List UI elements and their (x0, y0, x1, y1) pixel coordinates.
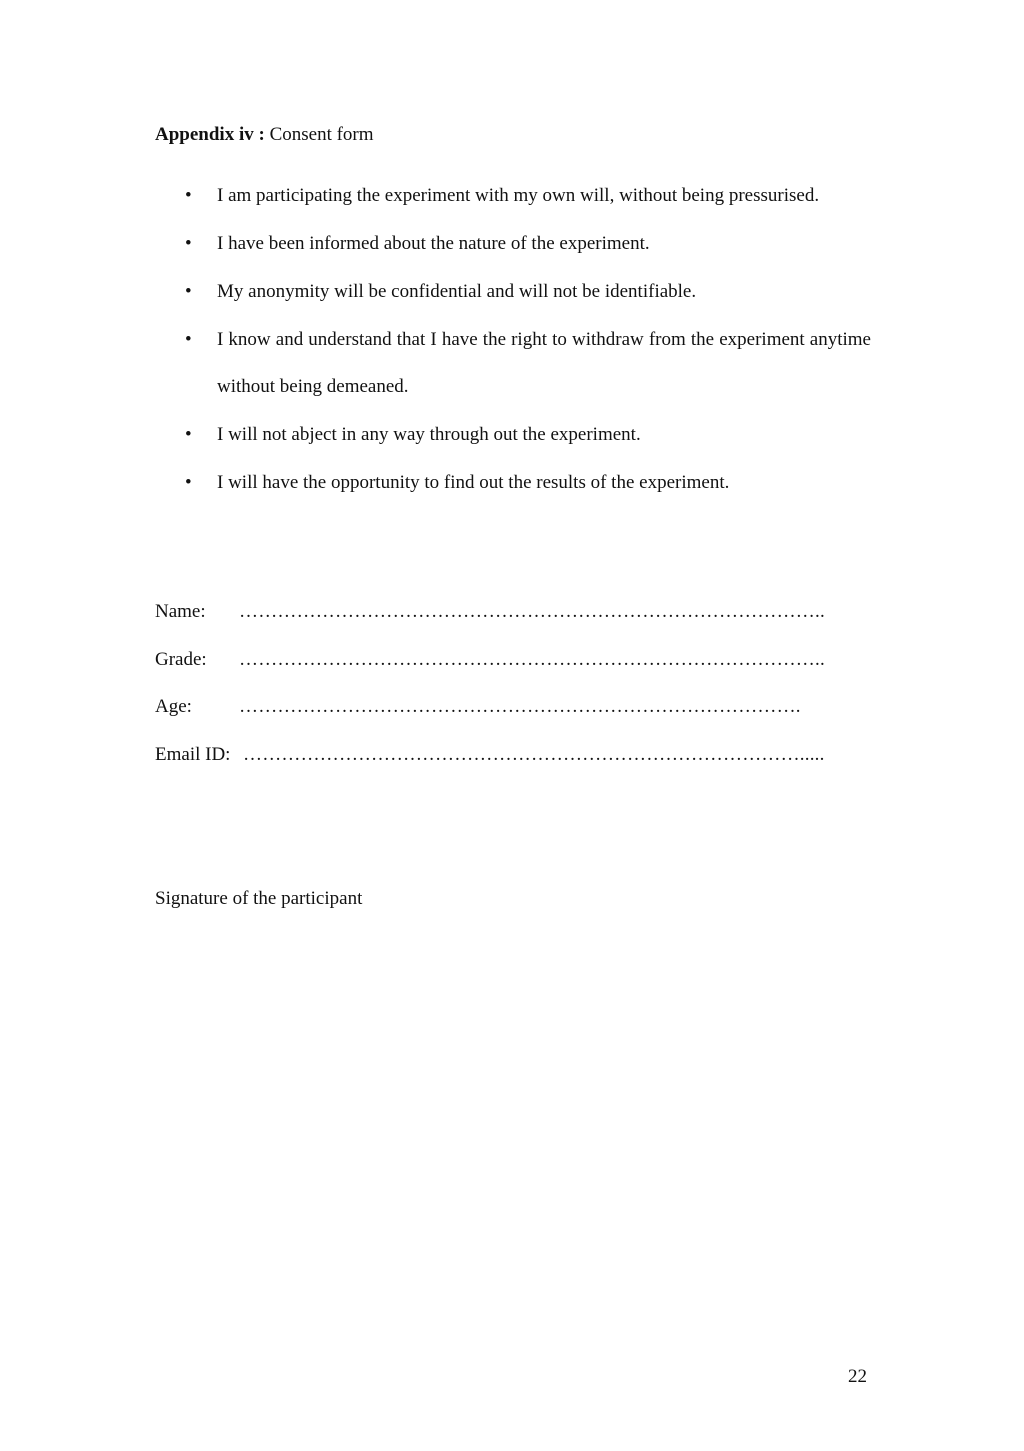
consent-statement-text: I have been informed about the nature of the experiment. (217, 233, 650, 254)
consent-statement-list (155, 172, 871, 507)
consent-statement (155, 316, 871, 410)
consent-statement (155, 411, 871, 458)
name-field (155, 600, 855, 648)
consent-statement-text: I know and understand that I have the right to withdraw from the experiment anytime without being demeaned. (217, 329, 871, 397)
bullet-icon: • (185, 281, 192, 302)
consent-statement-text: My anonymity will be confidential and will not be identifiable. (217, 281, 697, 302)
name-label: Name: (155, 601, 206, 622)
page-number: 22 (848, 1366, 867, 1387)
bullet-icon: • (185, 472, 192, 493)
email-blank-line: ……………………………………………………………………………..... (243, 743, 825, 765)
grade-field (155, 648, 855, 696)
participant-details (155, 600, 855, 790)
name-blank-line: ……………………………………………………………………………….. (239, 601, 825, 622)
consent-statement (155, 220, 871, 267)
signature-label: Signature of the participant (155, 888, 363, 909)
grade-blank-line: ……………………………………………………………………………….. (239, 648, 825, 670)
consent-statement-text: I will not abject in any way through out the experiment. (217, 424, 641, 445)
heading-title: Consent form (264, 124, 374, 145)
consent-statement (155, 459, 871, 506)
grade-label: Grade: (155, 648, 207, 670)
bullet-icon: • (185, 185, 192, 206)
email-label: Email ID: (155, 743, 231, 765)
consent-statement (155, 172, 871, 219)
consent-statement-text: I will have the opportunity to find out the results of the experiment. (217, 472, 730, 493)
bullet-icon: • (185, 424, 192, 445)
bullet-icon: • (185, 233, 192, 254)
consent-statement-text: I am participating the experiment with my own will, without being pressurised. (217, 185, 820, 206)
age-label: Age: (155, 696, 192, 717)
age-field (155, 695, 855, 743)
heading-appendix-label: Appendix iv : (155, 124, 265, 145)
age-blank-line: ……………………………………………………………………………. (239, 696, 801, 717)
consent-statement (155, 268, 871, 315)
section-heading (155, 124, 374, 146)
email-field (155, 743, 855, 791)
bullet-icon: • (185, 329, 192, 350)
